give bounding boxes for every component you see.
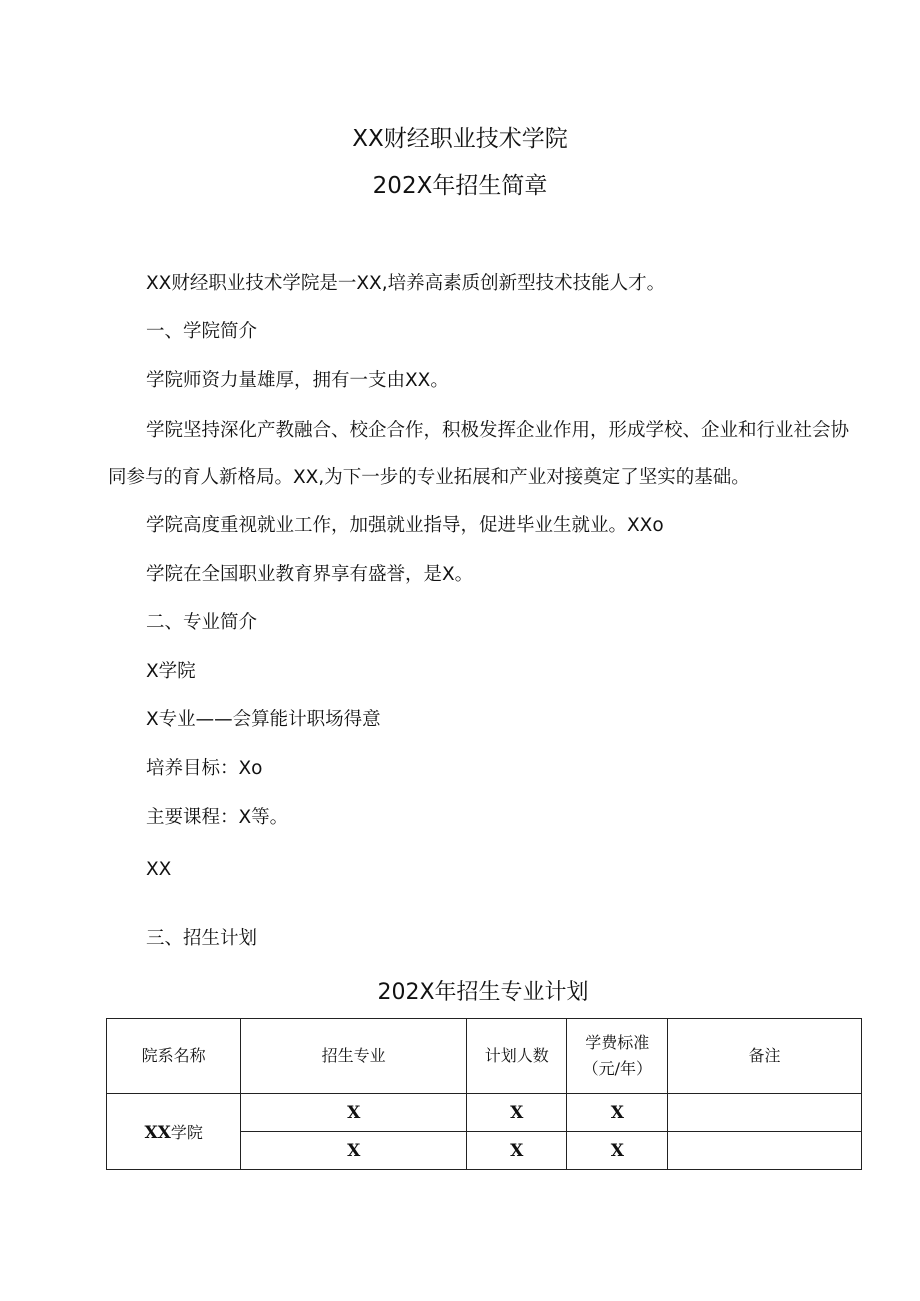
intro-paragraph: XX财经职业技术学院是一XX,培养高素质创新型技术技能人才。 <box>146 273 666 294</box>
document-title: XX财经职业技术学院 <box>352 126 568 152</box>
table-header-row <box>107 1019 862 1094</box>
section-heading-plan: 三、招生计划 <box>146 928 258 949</box>
paragraph-integration: 学院坚持深化产教融合、校企合作，积极发挥企业作用，形成学校、企业和行业社会协同参与的育人新格局。XX,为下一步的专业拓展和产业对接奠定了坚实的基础。 <box>108 420 850 488</box>
cell-fee: X <box>567 1132 668 1170</box>
document-subtitle: 202X年招生简章 <box>372 173 548 199</box>
cell-note <box>668 1132 862 1170</box>
dept-name-suffix: 学院 <box>170 1123 203 1142</box>
cell-major: X <box>241 1132 467 1170</box>
table-row <box>107 1094 862 1132</box>
header-fee-line1: 学费标准 <box>585 1033 650 1052</box>
enrollment-plan-table <box>106 1018 862 1170</box>
training-goal: 培养目标：Xo <box>146 758 263 779</box>
header-fee-line2: （元/年） <box>582 1059 652 1078</box>
section-heading-majors: 二、专业简介 <box>146 612 258 633</box>
paragraph-employment: 学院高度重视就业工作，加强就业指导，促进毕业生就业。XXo <box>146 515 664 536</box>
table-caption: 202X年招生专业计划 <box>377 980 589 1005</box>
section-heading-college: 一、学院简介 <box>146 321 258 342</box>
cell-count: X <box>467 1132 567 1170</box>
college-name: X学院 <box>146 661 196 682</box>
header-count: 计划人数 <box>467 1019 567 1094</box>
header-major: 招生专业 <box>241 1019 467 1094</box>
dept-cell <box>107 1094 241 1170</box>
header-dept: 院系名称 <box>107 1019 241 1094</box>
header-note: 备注 <box>668 1019 862 1094</box>
paragraph-reputation: 学院在全国职业教育界享有盛誉，是X。 <box>146 564 474 585</box>
cell-count: X <box>467 1094 567 1132</box>
cell-fee: X <box>567 1094 668 1132</box>
dept-name-code: XX <box>144 1123 171 1143</box>
major-title: X专业——会算能计职场得意 <box>146 709 381 730</box>
main-courses: 主要课程：X等。 <box>146 807 289 828</box>
header-fee <box>567 1019 668 1094</box>
cell-note <box>668 1094 862 1132</box>
cell-major: X <box>241 1094 467 1132</box>
extra-note: XX <box>146 859 172 880</box>
paragraph-faculty: 学院师资力量雄厚，拥有一支由XX。 <box>146 370 449 391</box>
